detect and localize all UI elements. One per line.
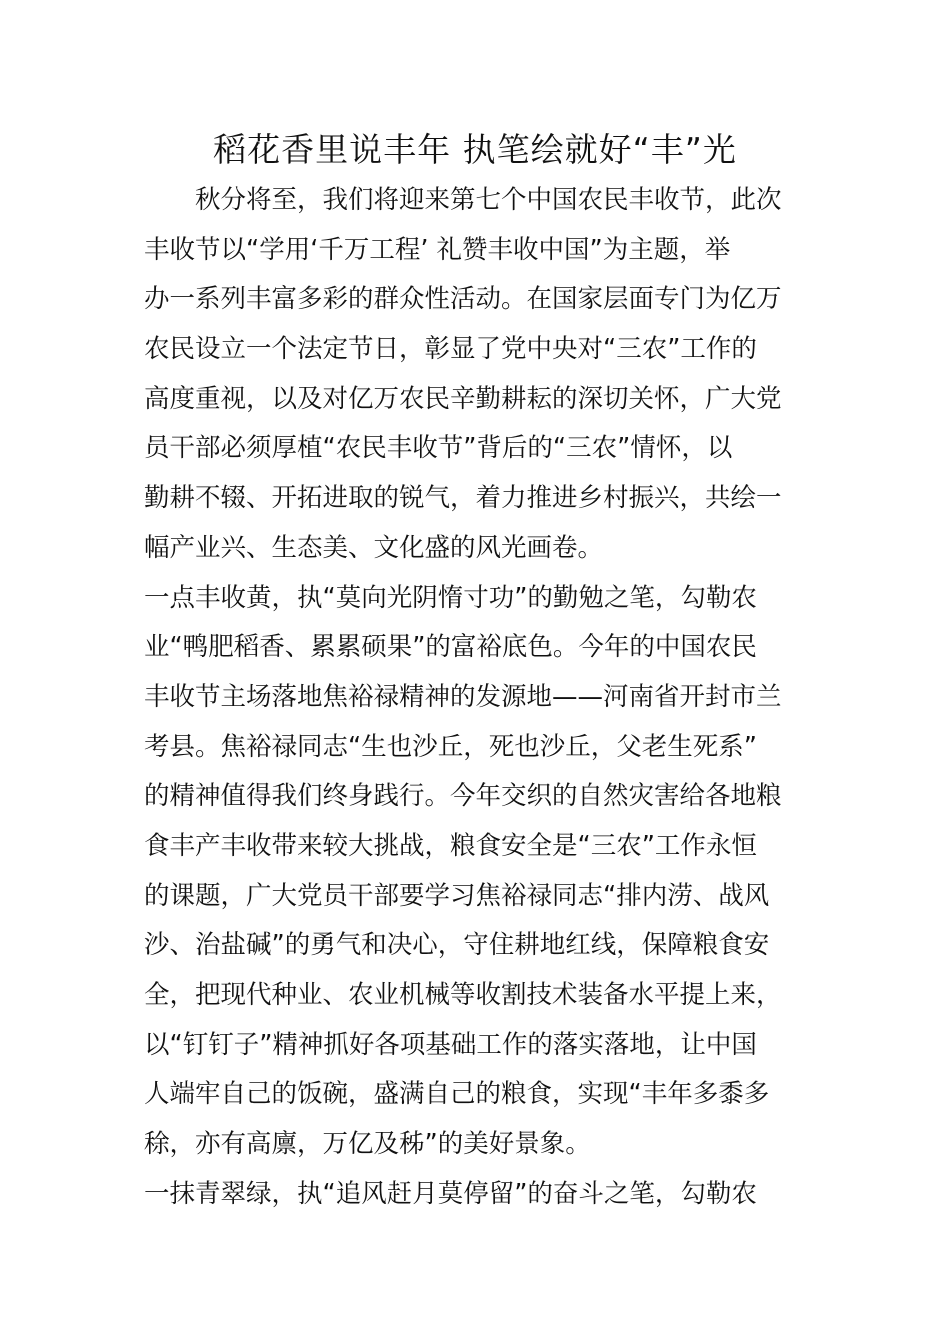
- text-line: 的课题，广大党员干部要学习焦裕禄同志“排内涝、战风: [144, 880, 770, 911]
- text-line: 一点丰收黄，执“莫向光阴惰寸功”的勤勉之笔，勾勒农: [144, 582, 757, 613]
- text-line: 幅产业兴、生态美、文化盛的风光画卷。: [144, 532, 604, 563]
- body-text: [144, 176, 814, 1219]
- text-line: 办一系列丰富多彩的群众性活动。在国家层面专门为亿万: [144, 284, 782, 315]
- text-line: 员干部必须厚植“农民丰收节”背后的“三农”情怀，以: [144, 433, 733, 464]
- text-line: 丰收节以“学用‘千万工程’ 礼赞丰收中国”为主题，举: [144, 234, 731, 265]
- text-line: 农民设立一个法定节日，彰显了党中央对“三农”工作的: [144, 334, 757, 365]
- text-line: 的精神值得我们终身践行。今年交织的自然灾害给各地粮: [144, 781, 782, 812]
- text-line: 丰收节主场落地焦裕禄精神的发源地——河南省开封市兰: [144, 681, 782, 712]
- document-title: 稻花香里说丰年 执笔绘就好“丰”光: [213, 130, 737, 169]
- text-line: 食丰产丰收带来较大挑战，粮食安全是“三农”工作永恒: [144, 830, 757, 861]
- text-line: 高度重视，以及对亿万农民辛勤耕耘的深切关怀，广大党: [144, 383, 782, 414]
- text-line: 考县。焦裕禄同志“生也沙丘，死也沙丘，父老生死系”: [144, 731, 757, 762]
- text-line: 勤耕不辍、开拓进取的锐气，着力推进乡村振兴，共绘一: [144, 483, 782, 514]
- text-line: 稌，亦有高廪，万亿及秭”的美好景象。: [144, 1129, 591, 1160]
- text-line: 一抹青翠绿，执“追风赶月莫停留”的奋斗之笔，勾勒农: [144, 1178, 757, 1209]
- text-line: 以“钉钉子”精神抓好各项基础工作的落实落地，让中国: [144, 1029, 757, 1060]
- text-line: 业“鸭肥稻香、累累硕果”的富裕底色。今年的中国农民: [144, 632, 757, 663]
- text-line: 沙、治盐碱”的勇气和决心，守住耕地红线，保障粮食安: [144, 930, 770, 961]
- text-line: 人端牢自己的饭碗，盛满自己的粮食，实现“丰年多黍多: [144, 1079, 770, 1110]
- text-line: 全，把现代种业、农业机械等收割技术装备水平提上来，: [144, 980, 782, 1010]
- text-line: 秋分将至，我们将迎来第七个中国农民丰收节，此次: [144, 185, 782, 215]
